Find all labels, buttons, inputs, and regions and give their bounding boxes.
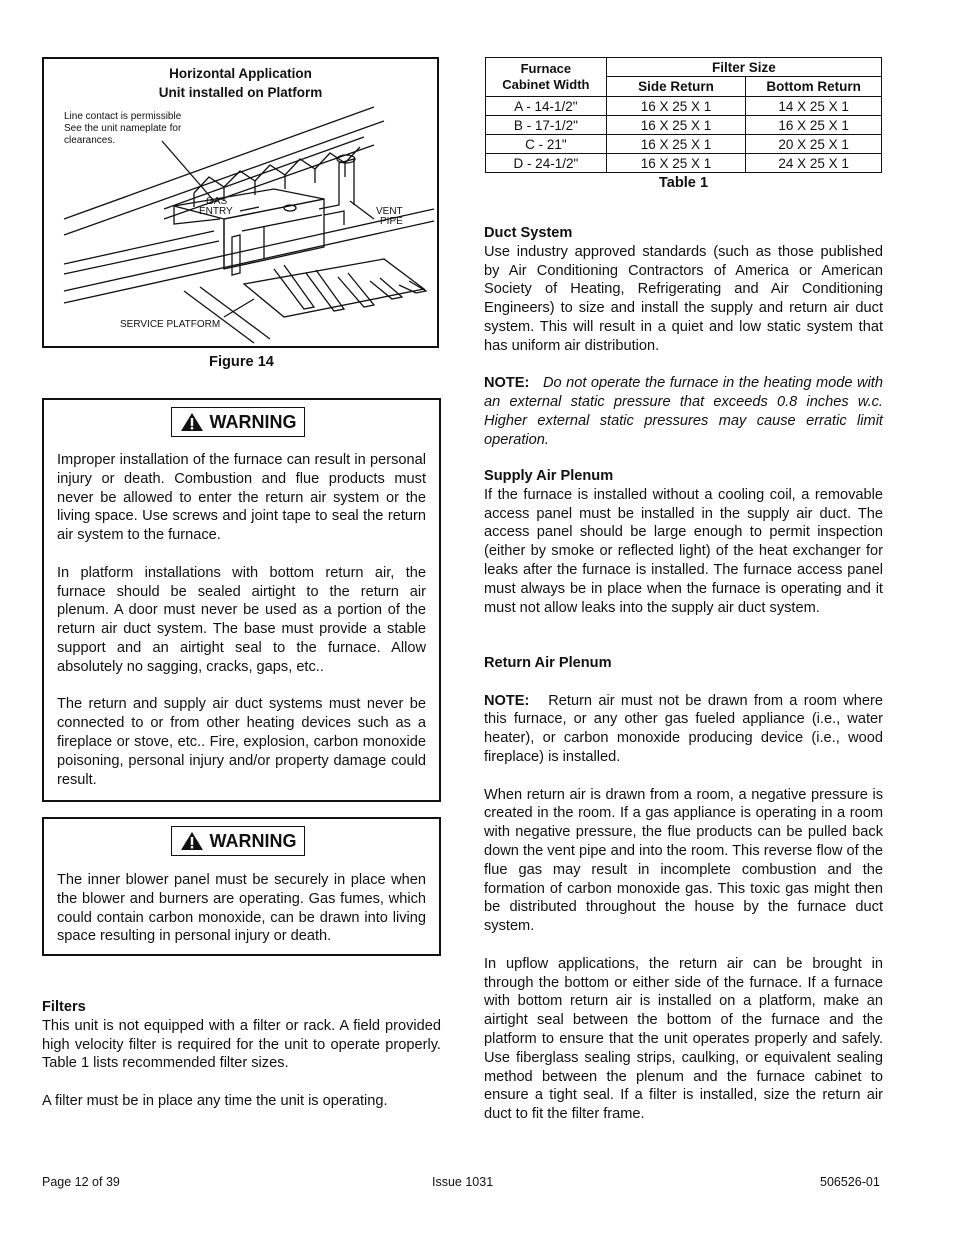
header-furnace-width: Furnace Cabinet Width (486, 58, 607, 97)
return-note (484, 692, 883, 767)
return-plenum-section (484, 654, 883, 1124)
warning-box-2 (42, 817, 441, 956)
filters-paragraph-1: This unit is not equipped with a filter or rack. A field provided high velocity filter is required for the unit to operate properly. Table 1 lists recommended filter sizes. (42, 1017, 441, 1072)
table-row: D - 24-1/2" 16 X 25 X 1 24 X 25 X 1 (486, 154, 882, 173)
furnace-platform-illustration (44, 59, 437, 346)
duct-paragraph-1: Use industry approved standards (such as those published by Air Conditioning Contractors of America or American Society of Heating, Refrigerating and Air Conditioning Engineers) to size and install the supply and return air duct system. This will result in a quiet and low static system that has uniform air distribution. (484, 243, 883, 354)
warning-box-1 (42, 398, 441, 802)
warning1-paragraph-3: The return and supply air duct systems must never be connected to or from other heating devices such as a fireplace or stove, etc.. Fire, explosion, carbon monoxide poisoning, personal injury and/or property damage could result. (57, 696, 426, 788)
return-paragraph-1: When return air is drawn from a room, a negative pressure is created in the room. If a gas appliance is operating in a room with negative pressure, the flue products can be pulled back down the vent pipe and into the room. This reverse flow of the flue gas may result in incomplete combustion and the formation of carbon monoxide gas. This toxic gas might then be distributed throughout the house by the furnace duct system. (484, 786, 883, 935)
warning-text-2 (57, 871, 426, 946)
label-line-contact-2: See the unit nameplate for (64, 123, 182, 134)
duct-note (484, 374, 883, 449)
figure-title-line1: Horizontal Application (169, 66, 312, 81)
label-line-contact-3: clearances. (64, 135, 116, 146)
warning-triangle-icon (180, 412, 204, 432)
warning1-paragraph-2: In platform installations with bottom return air, the furnace should be sealed airtight to the return air plenum. A door must never be used as a portion of the return air duct system. The base must provide a stable support and an airtight seal to the furnace. Allow absolutely no sagging, cracks, gaps, etc.. (57, 564, 426, 675)
header-side-return: Side Return (606, 77, 746, 97)
warning-triangle-icon (180, 831, 204, 851)
warning-label-text-1: WARNING (209, 411, 297, 432)
label-service-platform: SERVICE PLATFORM (120, 319, 221, 330)
warning-text-1 (57, 451, 426, 789)
table-row: A - 14-1/2" 16 X 25 X 1 14 X 25 X 1 (486, 97, 882, 116)
label-vent: VENT (376, 206, 403, 217)
figure-14-box (42, 57, 439, 348)
footer-doc-number: 506526-01 (820, 1175, 880, 1189)
footer-issue: Issue 1031 (432, 1175, 494, 1189)
duct-heading: Duct System (484, 225, 573, 241)
label-gas: GAS (206, 196, 228, 207)
figure-title-line2: Unit installed on Platform (158, 85, 323, 100)
return-note-text: Return air must not be drawn from a room where this furnace, or any other gas fueled appliance (i.e., water heater), or carbon monoxide producing device (i.e., wood fireplace) is installed. (484, 692, 883, 765)
return-paragraph-2: In upflow applications, the return air can be brought in through the bottom or either side of the furnace. If a furnace with bottom return air is installed on a platform, make an airtight seal between the bottom of the furnace and the platform to ensure that the unit operates properly and safely. Use fiberglass sealing strips, caulking, or equivalent sealing method between the plenum and the furnace cabinet to ensure a tight seal. If a filter is installed, size the return air duct to fit the filter frame. (484, 955, 883, 1123)
return-heading: Return Air Plenum (484, 655, 612, 671)
warning-label-text-2: WARNING (209, 830, 297, 851)
filters-paragraph-2: A filter must be in place any time the unit is operating. (42, 1092, 388, 1109)
label-gas-entry: ENTRY (199, 206, 233, 217)
footer-page-number: Page 12 of 39 (42, 1175, 120, 1189)
warning-label-1 (171, 407, 305, 437)
duct-system-section (484, 224, 883, 450)
duct-note-text: Do not operate the furnace in the heating mode with an external static pressure that exceeds 0.8 inches w.c. Higher external static pressures may cause erratic limit operation. (484, 375, 883, 448)
filters-heading: Filters (42, 999, 86, 1015)
header-bottom-return: Bottom Return (746, 77, 882, 97)
warning2-paragraph-1: The inner blower panel must be securely in place when the blower and burners are operating. Gas fumes, which could contain carbon monoxide, can be drawn into living space resulting in personal injury or death. (57, 872, 426, 945)
supply-heading: Supply Air Plenum (484, 468, 614, 484)
supply-plenum-section (484, 467, 883, 617)
header-filter-size: Filter Size (606, 58, 881, 77)
figure-caption: Figure 14 (209, 354, 274, 370)
label-line-contact-1: Line contact is permissible (64, 111, 182, 122)
filter-size-table-wrap (485, 57, 882, 191)
table-row: B - 17-1/2" 16 X 25 X 1 16 X 25 X 1 (486, 116, 882, 135)
warning-label-2 (171, 826, 305, 856)
duct-note-label: NOTE: (484, 375, 530, 392)
return-note-label: NOTE: (484, 692, 530, 709)
table-caption: Table 1 (658, 175, 709, 191)
warning1-paragraph-1: Improper installation of the furnace can result in personal injury or death. Combustion and flue products must never be allowed to enter the return air system or the living space. Use screws and joint tape to seal the return air system to the furnace. (57, 452, 426, 544)
supply-paragraph-1: If the furnace is installed without a cooling coil, a removable access panel must be installed in the supply air duct. The access panel should be large enough to permit inspection (either by smoke or reflected light) of the heat exchanger for leaks after the furnace is installed. The furnace access panel must always be in place when the furnace is operating and it must not allow leaks into the supply air duct system. (484, 486, 883, 616)
table-row: C - 21" 16 X 25 X 1 20 X 25 X 1 (486, 135, 882, 154)
filters-section (42, 998, 441, 1111)
filter-size-table (485, 57, 882, 173)
label-vent-pipe: PIPE (380, 216, 403, 227)
